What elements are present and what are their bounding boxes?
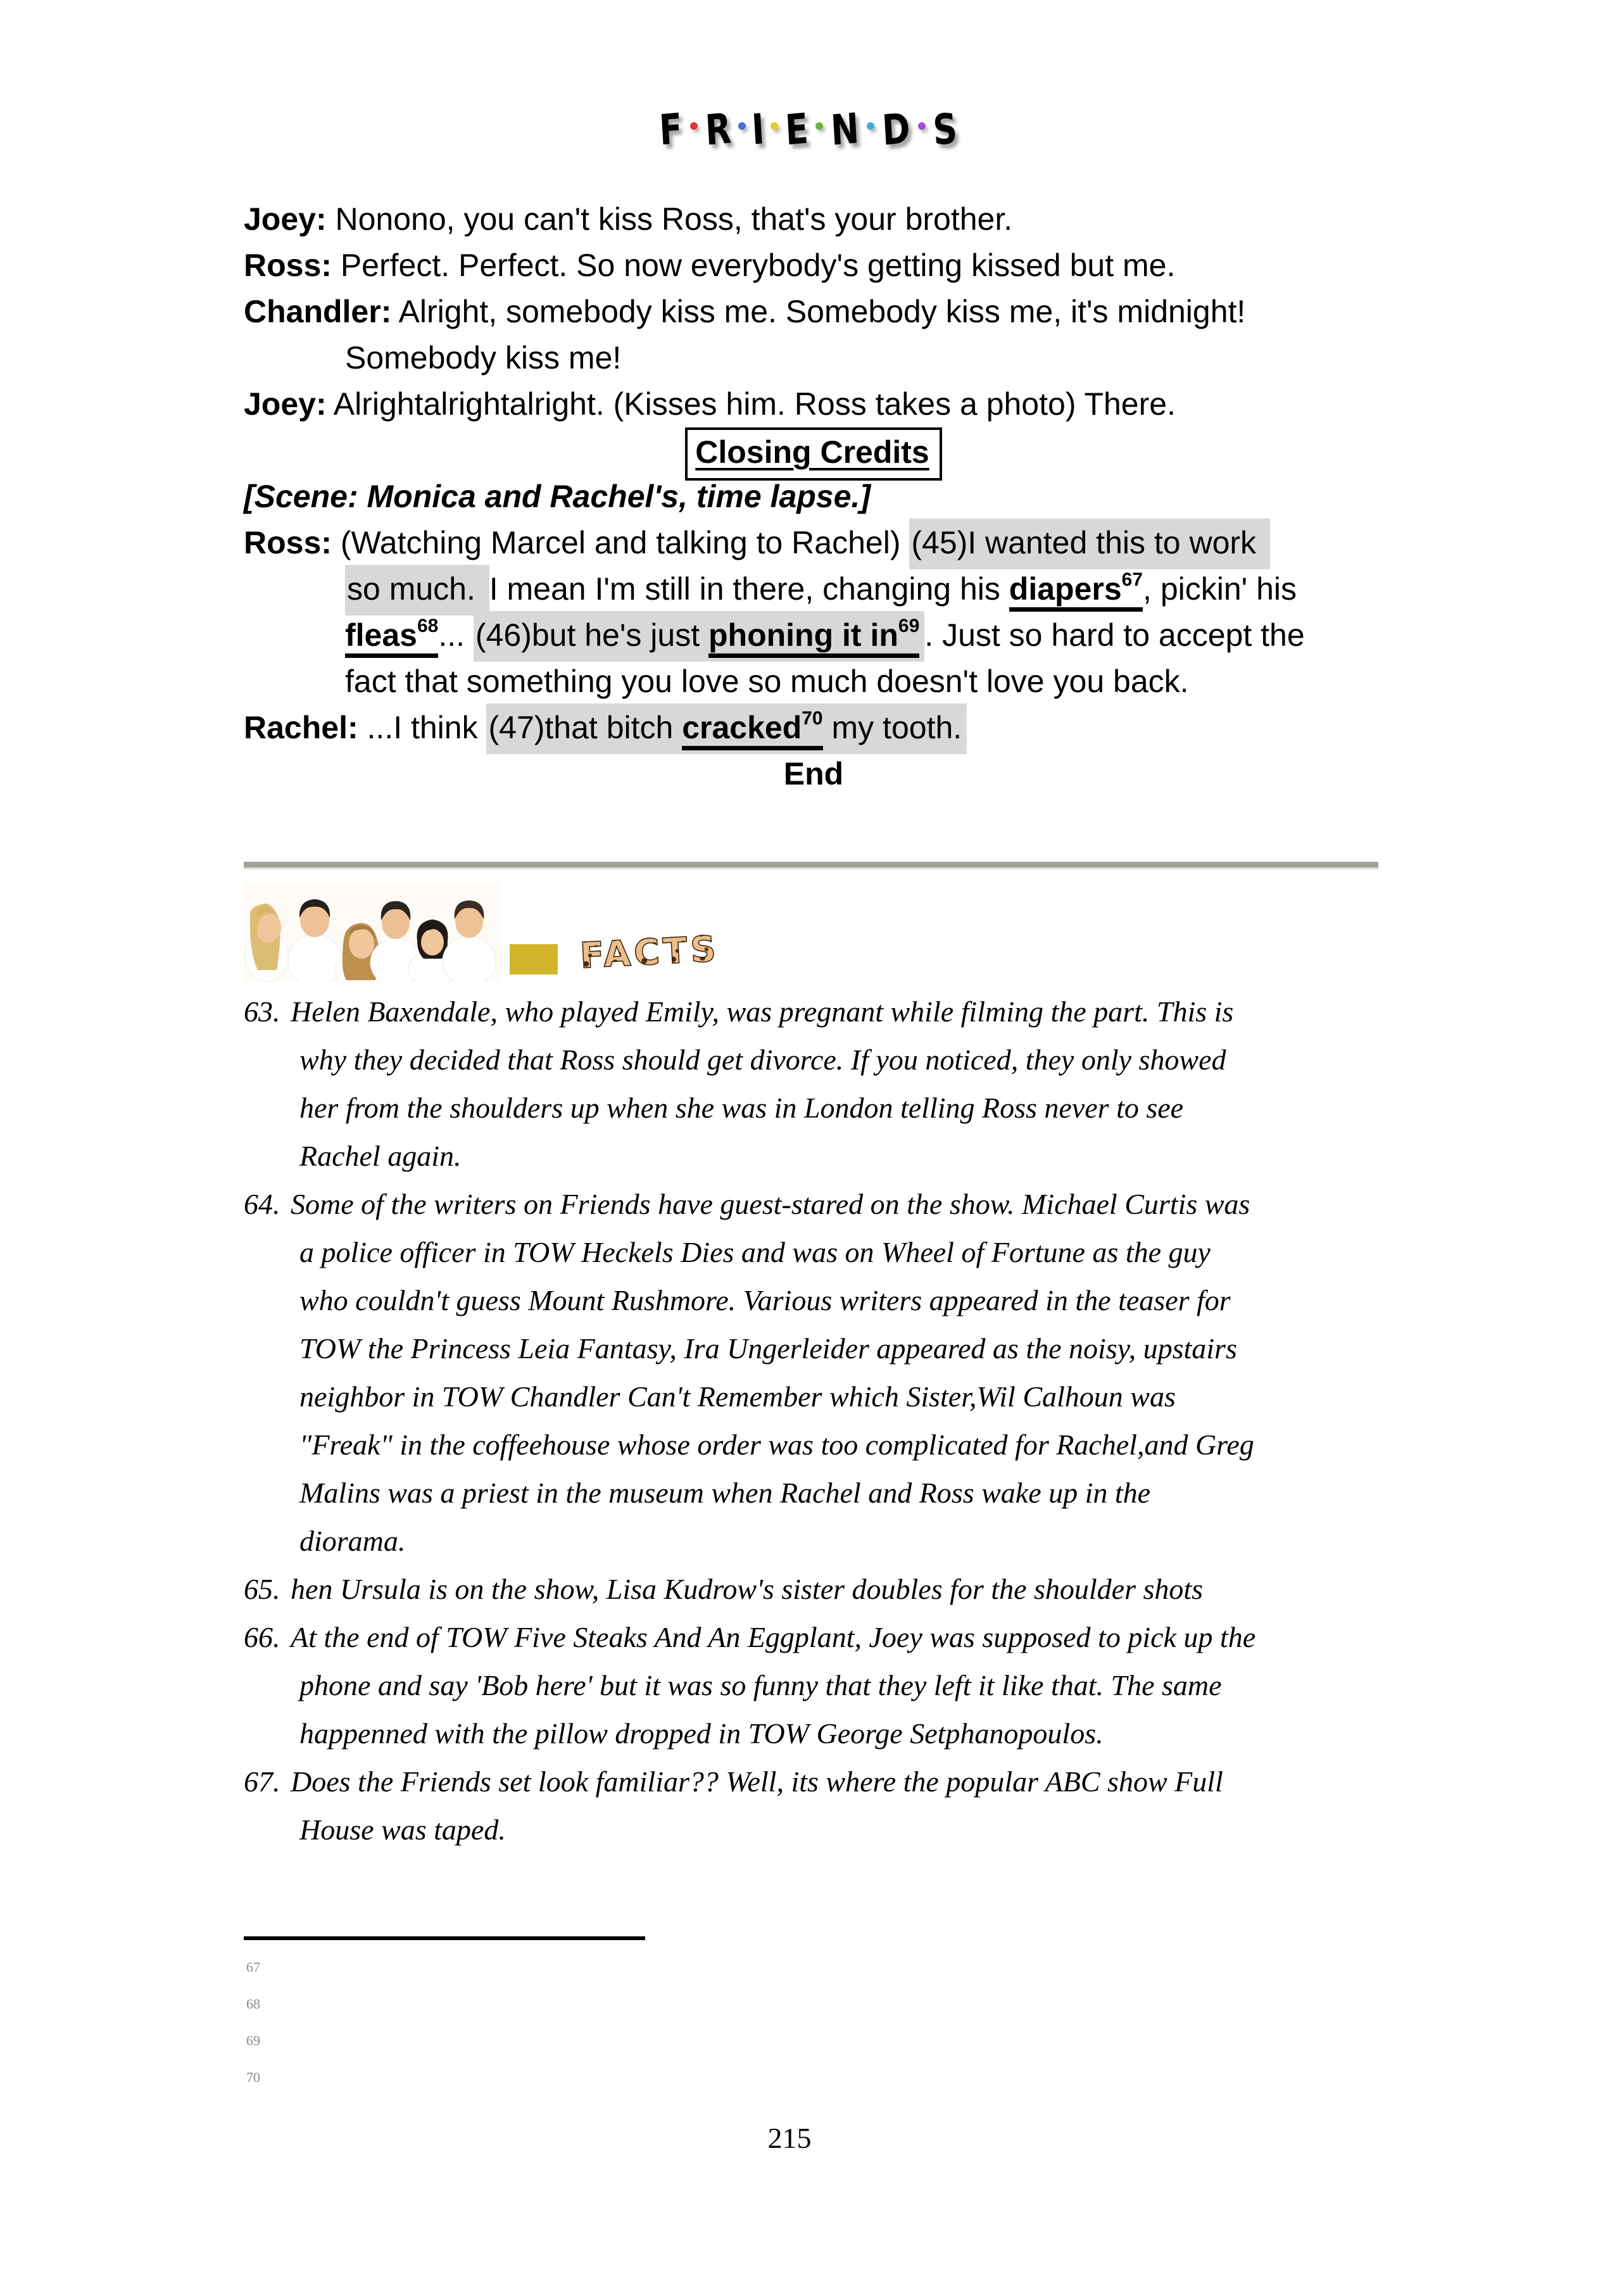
cast-photo [244,881,500,981]
footnote-reference: 67 [1121,569,1143,590]
fact-number: 66. [244,1621,280,1653]
highlighted-text [345,565,489,615]
logo-dot [918,122,926,130]
dialogue-line-ross-2 [244,520,1383,566]
page-number: 215 [767,2122,812,2154]
text-segment: Ross: [244,248,332,283]
dialogue-line-chandler-2 [244,335,1383,381]
text-segment: ...I think [358,710,487,745]
text-segment: Perfect. Perfect. So now everybody's getting kissed but me. [331,248,1176,283]
text-segment: Ross: [244,525,332,560]
dialogue-line-chandler-1 [244,289,1383,335]
fact-number: 63. [244,995,280,1028]
footnote-number: 67 [246,1959,260,1975]
text-segment: [Scene: Monica and Rachel's, time lapse.] [244,479,871,514]
closing-credits [244,427,1383,474]
logo-dot [867,122,874,130]
text-segment: (Watching Marcel and talking to Rachel) [331,525,910,560]
fact-number: 64. [244,1188,280,1220]
fact-item-first-line: 67. Does the Friends set look familiar?? Well, its where the popular ABC show Full [244,1758,1383,1806]
fact-item-line: TOW the Princess Leia Fantasy, Ira Ungerleider appeared as the noisy, upstairs [299,1332,1237,1365]
dialogue-line-ross-5 [244,659,1383,705]
dialogue-line-rachel-1 [244,705,1383,751]
highlighted-text [909,519,1270,569]
text-segment: fleas$^{68}$ [345,617,438,658]
text-segment: (47)that bitch [488,710,683,745]
fact-item-line: who couldn't guess Mount Rushmore. Various writers appeared in the teaser for [299,1284,1231,1316]
fact-item-line: House was taped. [299,1813,506,1846]
end-marker [244,751,1383,797]
dialogue-line-ross-1 [244,243,1383,289]
text-segment: phoning it $in^{69}$ [708,617,919,658]
text-segment: Joey: [244,201,327,237]
facts-bullet-square [510,944,558,975]
text-segment: Nonono, you can't kiss Ross, that's your brother. [326,201,1013,237]
footnote-reference: 68 [417,615,439,636]
fact-number: 67. [244,1765,280,1798]
fact-item-line: Rachel again. [299,1140,462,1172]
text-segment: so much. [347,571,484,607]
logo-dot [738,122,746,130]
fact-item-first-line: 66. At the end of TOW Five Steaks And An Eggplant, Joey was supposed to pick up the [244,1613,1383,1662]
footnote-number: 68 [246,1996,260,2012]
dialogue-line-joey-1 [244,196,1383,243]
text-segment: Rachel: [244,710,358,745]
footnote-list [246,1949,260,2096]
logo-letter: S [931,104,959,155]
text-segment: I mean I'm still in there, changing his [489,571,1009,607]
fact-item-line: Malins was a priest in the museum when Rachel and Ross wake up in the [299,1477,1151,1509]
text-segment: Chandler: [244,294,392,329]
fact-item-first-line: 63. Helen Baxendale, who played Emily, was pregnant while filming the part. This is [244,988,1383,1036]
cast-photo-image [244,881,500,981]
fact-item-first-line: 65. hen Ursula is on the show, Lisa Kudrow's sister doubles for the shoulder shots [244,1565,1383,1613]
highlighted-text [474,611,924,662]
text-segment: . Just so hard to accept the [924,617,1305,653]
section-divider [244,862,1378,869]
text-segment: Somebody kiss me! [345,340,622,375]
facts-list [244,988,1383,1854]
logo-letter: E [784,104,810,155]
text-segment: (46)but he's just [475,617,708,653]
logo-letter: R [703,104,733,155]
logo-letter: N [829,104,860,155]
text-segment: fact that something you love so much doesn't love you back. [345,664,1189,699]
text-segment: (45)I wanted this to work [911,525,1265,560]
text-segment: diapers$^{67}$ [1009,571,1143,612]
logo-dot [690,122,698,130]
fact-number: 65. [244,1573,280,1605]
friends-logo [0,104,1617,155]
dialogue-line-ross-3 [244,566,1383,612]
fact-item-line: her from the shoulders up when she was in London telling Ross never to see [299,1092,1184,1124]
fact-item-line: a police officer in TOW Heckels Dies and was on Wheel of Fortune as the guy [299,1236,1211,1268]
logo-letter: D [881,104,912,155]
fact-item-first-line: 64. Some of the writers on Friends have guest-stared on the show. Michael Curtis was [244,1180,1383,1228]
fact-item-line: happenned with the pillow dropped in TOW George Setphanopoulos. [299,1717,1104,1750]
fact-item-line: phone and say 'Bob here' but it was so funny that they left it like that. The same [299,1669,1222,1701]
dialogue-line-joey-2 [244,381,1383,427]
text-segment: cracked$^{70}$ [682,710,822,750]
logo-dot [815,122,823,130]
footnote-reference: 69 [898,615,920,636]
closing-credits-box [685,427,941,481]
logo-letter: I [750,104,766,155]
fact-item-line: why they decided that Ross should get divorce. If you noticed, they only showed [299,1044,1226,1076]
footnote-number: 70 [246,2069,260,2085]
footnote-rule [244,1936,645,1940]
fact-item-line: "Freak" in the coffeehouse whose order was too complicated for Rachel,and Greg [299,1429,1254,1461]
text-segment: End [783,756,844,792]
highlighted-text [486,703,967,754]
text-segment: Alrightalrightalright. (Kisses him. Ross takes a photo) There. [326,386,1176,422]
dialogue-line-ross-4 [244,612,1383,659]
text-segment: my tooth. [822,710,962,745]
text-segment: , pickin' his [1143,571,1297,607]
logo-letter: F [658,104,684,155]
script-dialogue [244,196,1383,797]
text-segment: Closing Credits [695,434,929,470]
text-segment: Joey: [244,386,327,422]
text-segment: ... [438,617,474,653]
text-segment: Alright, somebody kiss me. Somebody kiss me, it's midnight! [391,294,1246,329]
logo-dot [771,122,778,130]
fact-item-line: neighbor in TOW Chandler Can't Remember which Sister,Wil Calhoun was [299,1380,1176,1413]
scene-heading [244,474,1383,520]
footnote-reference: 70 [802,708,823,729]
fact-item-line: diorama. [299,1525,406,1557]
footnote-number: 69 [246,2033,260,2048]
facts-title: FACTS [579,928,720,977]
